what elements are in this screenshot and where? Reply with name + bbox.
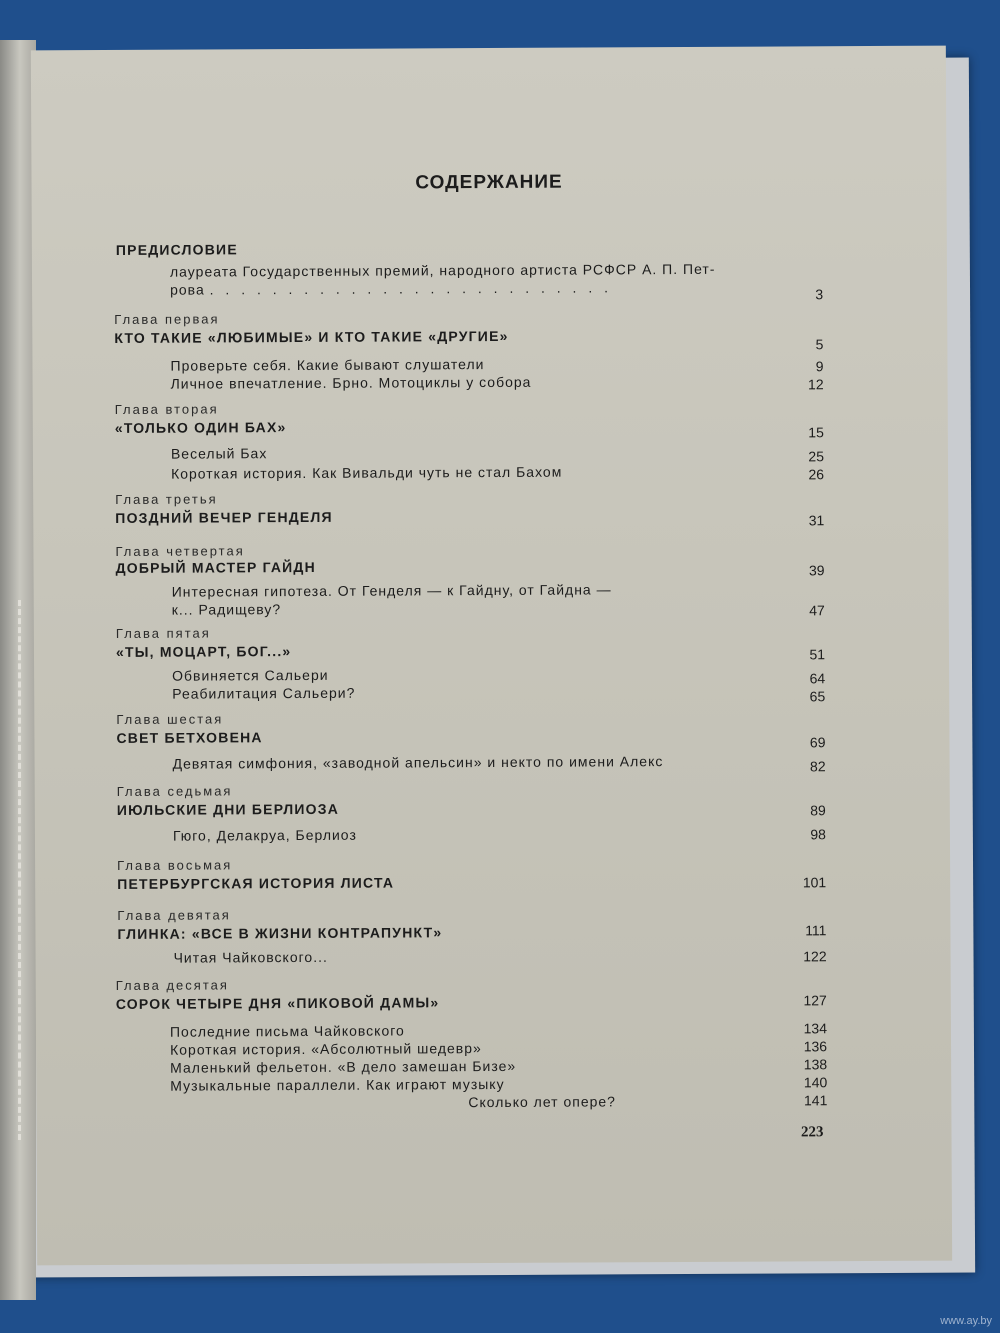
contents-page bbox=[31, 46, 952, 1266]
chapter-page: 39 bbox=[808, 562, 825, 579]
chapter-label: Глава десятая bbox=[115, 977, 229, 993]
section-page: 122 bbox=[803, 948, 827, 965]
chapter-page: 51 bbox=[809, 646, 826, 663]
section-page: 47 bbox=[809, 602, 825, 619]
chapter-page: 111 bbox=[805, 922, 827, 939]
preface-page: 3 bbox=[815, 286, 824, 303]
chapter-label: Глава вторая bbox=[114, 401, 219, 417]
chapter-label: Глава первая bbox=[114, 311, 220, 327]
chapter-title: «ТЫ, МОЦАРТ, БОГ...» bbox=[115, 643, 292, 660]
chapter-label: Глава девятая bbox=[117, 907, 231, 923]
section-title: Сколько лет опере? bbox=[468, 1093, 616, 1111]
section-title: Читая Чайковского... bbox=[173, 948, 328, 966]
chapter-page: 127 bbox=[803, 992, 827, 1009]
section-page: 136 bbox=[803, 1038, 828, 1055]
chapter-title: ИЮЛЬСКИЕ ДНИ БЕРЛИОЗА bbox=[116, 800, 340, 818]
chapter-page: 5 bbox=[815, 336, 824, 353]
section-page: 134 bbox=[803, 1020, 827, 1037]
section-title: Обвиняется Сальери bbox=[172, 666, 329, 684]
preface-text-line2: рова bbox=[170, 281, 205, 298]
chapter-label: Глава восьмая bbox=[117, 857, 233, 873]
section-title: Интересная гипотеза. От Генделя — к Гайдну, от Гайдна — bbox=[171, 581, 612, 600]
section-page: 98 bbox=[810, 826, 826, 843]
section-title: Гюго, Делакруа, Берлиоз bbox=[172, 826, 357, 844]
chapter-label: Глава шестая bbox=[116, 711, 224, 727]
section-title: Маленький фельетон. «В дело замешан Бизе» bbox=[170, 1057, 517, 1076]
section-title: Девятая симфония, «заводной апельсин» и некто по имени Алекс bbox=[172, 753, 664, 772]
chapter-title: СВЕТ БЕТХОВЕНА bbox=[116, 729, 263, 746]
chapter-title: КТО ТАКИЕ «ЛЮБИМЫЕ» И КТО ТАКИЕ «ДРУГИЕ» bbox=[114, 327, 509, 346]
watermark: www.ay.by bbox=[940, 1315, 992, 1327]
section-page: 64 bbox=[809, 670, 826, 687]
section-page: 140 bbox=[803, 1074, 828, 1091]
chapter-title: «ТОЛЬКО ОДИН БАХ» bbox=[114, 419, 287, 436]
chapter-label: Глава седьмая bbox=[116, 783, 233, 799]
section-page: 9 bbox=[815, 358, 824, 375]
section-title: Короткая история. «Абсолютный шедевр» bbox=[170, 1040, 482, 1058]
chapter-label: Глава третья bbox=[115, 491, 218, 507]
chapter-page: 69 bbox=[809, 734, 826, 751]
chapter-title: ПЕТЕРБУРГСКАЯ ИСТОРИЯ ЛИСТА bbox=[117, 874, 395, 892]
preface-text-line1: лауреата Государственных премий, народного артиста РСФСР А. П. Пет- bbox=[169, 260, 716, 280]
dot-leader: . . . . . . . . . . . . . . . . . . . . . . . . . . bbox=[209, 279, 613, 298]
section-page: 26 bbox=[808, 466, 825, 483]
chapter-title: ГЛИНКА: «ВСЕ В ЖИЗНИ КОНТРАПУНКТ» bbox=[117, 924, 443, 942]
page-title: СОДЕРЖАНИЕ bbox=[415, 171, 563, 194]
page-number: 223 bbox=[800, 1124, 824, 1141]
section-title: Личное впечатление. Брно. Мотоциклы у собора bbox=[170, 373, 532, 392]
chapter-title: СОРОК ЧЕТЫРЕ ДНЯ «ПИКОВОЙ ДАМЫ» bbox=[115, 994, 440, 1012]
section-page: 141 bbox=[803, 1092, 828, 1109]
section-title: Веселый Бах bbox=[170, 445, 268, 462]
section-page: 12 bbox=[807, 376, 824, 393]
chapter-page: 31 bbox=[808, 512, 825, 529]
section-page: 138 bbox=[803, 1056, 828, 1073]
section-title: Музыкальные параллели. Как играют музыку bbox=[170, 1075, 505, 1094]
chapter-page: 101 bbox=[802, 874, 827, 891]
section-page: 82 bbox=[809, 758, 826, 775]
section-page: 25 bbox=[808, 448, 825, 465]
section-title: Последние письма Чайковского bbox=[169, 1022, 405, 1040]
chapter-label: Глава четвертая bbox=[115, 543, 245, 559]
chapter-page: 15 bbox=[808, 424, 824, 441]
preface-heading: ПРЕДИСЛОВИЕ bbox=[115, 241, 238, 258]
section-title-line2: к... Радищеву? bbox=[171, 601, 282, 618]
chapter-label: Глава пятая bbox=[115, 625, 211, 641]
section-title: Проверьте себя. Какие бывают слушатели bbox=[170, 356, 485, 374]
chapter-page: 89 bbox=[810, 802, 826, 819]
chapter-title: ПОЗДНИЙ ВЕЧЕР ГЕНДЕЛЯ bbox=[115, 508, 333, 526]
section-page: 65 bbox=[809, 688, 826, 705]
section-title: Реабилитация Сальери? bbox=[172, 684, 356, 702]
section-title: Короткая история. Как Вивальди чуть не стал Бахом bbox=[171, 463, 563, 482]
chapter-title: ДОБРЫЙ МАСТЕР ГАЙДН bbox=[115, 558, 316, 576]
